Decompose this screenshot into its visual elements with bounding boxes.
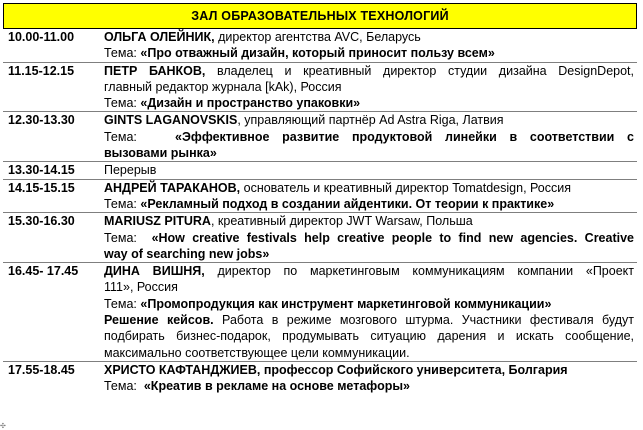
topic-title: «Эффективное развитие продуктовой линейки в соответствии с	[175, 129, 634, 144]
topic-label: Тема:	[104, 46, 137, 61]
speaker-name: ОЛЬГА ОЛЕЙНИК,	[104, 30, 215, 44]
case-desc: Работа в режиме мозгового штурма. Участники фестиваля будут	[213, 313, 634, 328]
speaker-desc: директор агентства AVC, Беларусь	[214, 30, 421, 44]
session-cell	[100, 263, 637, 362]
speaker-desc-cont: главный редактор журнала [kAk), Россия	[104, 79, 342, 94]
session-cell	[100, 361, 637, 394]
topic-title: «How creative festivals help creative people to find new agencies. Creative	[151, 230, 634, 245]
session-cell	[100, 162, 637, 179]
topic-title: «Промопродукция как инструмент маркетинговой коммуникации»	[140, 296, 552, 311]
topic-label: Тема:	[104, 96, 137, 111]
speaker-desc-cont: 111», Россия	[104, 280, 178, 295]
case-title: Решение кейсов.	[104, 313, 214, 328]
session-cell	[100, 179, 637, 213]
schedule-row	[3, 62, 637, 112]
topic-label: Тема:	[104, 196, 137, 211]
speaker-desc: владелец и креативный директор студии дизайна DesignDepot,	[205, 63, 634, 78]
anchor-icon: ✣	[0, 423, 6, 430]
speaker-desc: , креативный директор JWT Warsaw, Польша	[210, 214, 473, 229]
schedule-row	[3, 263, 637, 362]
time-cell: 17.55-18.45	[8, 362, 75, 377]
time-cell: 15.30-16.30	[3, 213, 100, 263]
speaker-desc: , управляющий партнёр Ad Astra Riga, Латвия	[237, 113, 504, 128]
speaker-desc: основатель и креативный директор Tomatdesign, Россия	[240, 180, 572, 195]
time-cell: 14.15-15.15	[3, 179, 100, 213]
schedule-row	[3, 179, 637, 213]
topic-label: Тема:	[104, 296, 137, 311]
topic-title: «Креатив в рекламе на основе метафоры»	[143, 379, 410, 394]
topic-title-cont: вызовами рынка»	[104, 146, 217, 161]
session-cell	[100, 29, 637, 62]
session-cell	[100, 213, 637, 263]
case-desc-cont: максимально соответствующее цели коммуникации.	[104, 345, 410, 360]
session-cell	[100, 112, 637, 162]
speaker-name: АНДРЕЙ ТАРАКАНОВ,	[104, 180, 241, 195]
schedule-table	[3, 29, 637, 395]
topic-title: «Рекламный подход в создании айдентики. От теории к практике»	[140, 196, 555, 211]
speaker-name: ДИНА ВИШНЯ,	[104, 264, 205, 279]
schedule-row	[3, 162, 637, 179]
speaker-name: GINTS LAGANOVSKIS	[104, 113, 238, 128]
time-cell: 13.30-14.15	[3, 162, 100, 179]
schedule-row	[3, 361, 637, 394]
topic-title-cont: way of searching new jobs»	[104, 246, 270, 261]
speaker-name: ХРИСТО КАФТАНДЖИЕВ,	[104, 362, 261, 377]
schedule-sheet	[3, 3, 637, 395]
hall-title: ЗАЛ ОБРАЗОВАТЕЛЬНЫХ ТЕХНОЛОГИЙ	[3, 3, 637, 29]
topic-title: «Про отважный дизайн, который приносит пользу всем»	[140, 46, 495, 61]
schedule-row	[3, 213, 637, 263]
schedule-row	[3, 29, 637, 62]
schedule-row	[3, 112, 637, 162]
time-cell: 11.15-12.15	[3, 62, 100, 112]
session-cell	[100, 62, 637, 112]
topic-label: Тема:	[104, 129, 137, 144]
break-label: Перерыв	[104, 163, 157, 178]
topic-label: Тема:	[104, 230, 137, 245]
time-cell: 16.45- 17.45	[3, 263, 100, 362]
time-cell: 10.00-11.00	[3, 29, 100, 62]
speaker-name: MARIUSZ PITURA	[104, 214, 211, 229]
topic-label: Тема:	[104, 379, 137, 394]
case-desc-cont: подбирать бизнес-подарок, продумывать ситуацию дарения и искать сообщение,	[104, 329, 634, 344]
topic-title: «Дизайн и пространство упаковки»	[140, 96, 361, 111]
speaker-desc: директор по маркетинговым коммуникациям компании «Проект	[204, 264, 634, 279]
time-cell: 12.30-13.30	[3, 112, 100, 162]
speaker-name: ПЕТР БАНКОВ,	[104, 63, 206, 78]
speaker-desc: профессор Софийского университета, Болгария	[260, 362, 568, 377]
